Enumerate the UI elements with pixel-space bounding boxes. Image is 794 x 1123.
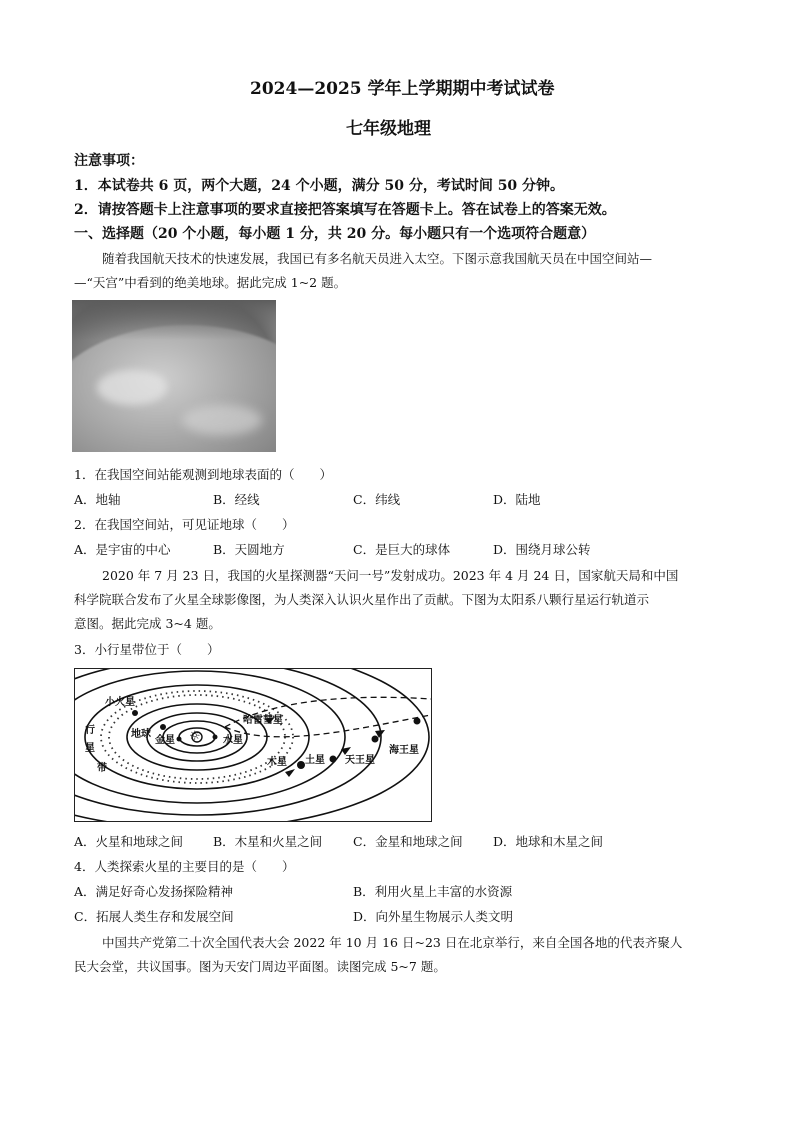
mercury-label: 水星 — [223, 735, 243, 746]
venus-label: 金星 — [155, 735, 175, 746]
intro-1-line-2: —“天宫”中看到的绝美地球。据此完成 1~2 题。 — [74, 275, 347, 290]
earth-label: 地球 — [131, 729, 151, 740]
section-heading: 一、选择题（20 个小题，每小题 1 分，共 20 分。每小题只有一个选项符合题意） — [74, 226, 596, 242]
question-4-stem: 4．人类探索火星的主要目的是（ ） — [74, 859, 295, 874]
question-1-option-d[interactable]: D．陆地 — [493, 492, 541, 507]
question-1-stem: 1．在我国空间站能观测到地球表面的（ ） — [74, 467, 332, 482]
question-1-option-b[interactable]: B．经线 — [213, 492, 260, 507]
question-3-option-b[interactable]: B．木星和火星之间 — [213, 834, 323, 849]
solar-system-orbit-diagram — [74, 668, 432, 822]
intro-2-line-1: 2020 年 7 月 23 日，我国的火星探测器“天问一号”发射成功。2023 年 4 月 24 日，国家航天局和中国 — [102, 568, 679, 583]
asteroid-belt-label-2: 星 — [85, 743, 95, 754]
question-4-option-a[interactable]: A．满足好奇心发扬探险精神 — [74, 884, 234, 899]
neptune-label: 海王星 — [389, 745, 419, 756]
earth-from-space-photo — [72, 300, 276, 452]
question-3-option-a[interactable]: A．火星和地球之间 — [74, 834, 184, 849]
notes-item-2: 2．请按答题卡上注意事项的要求直接把答案填写在答题卡上。答在试卷上的答案无效。 — [74, 202, 616, 218]
question-1-option-c[interactable]: C．纬线 — [353, 492, 401, 507]
intro-3-line-1: 中国共产党第二十次全国代表大会 2022 年 10 月 16 日~23 日在北京举行，来自全国各地的代表齐聚人 — [102, 935, 683, 950]
exam-title: 2024—2025 学年上学期期中考试试卷 — [250, 79, 555, 99]
intro-3-line-2: 民大会堂，共议国事。图为天安门周边平面图。读图完成 5~7 题。 — [74, 959, 446, 974]
halley-comet-label: 哈雷彗星 — [243, 715, 283, 726]
intro-2-line-2: 科学院联合发布了火星全球影像图，为人类深入认识火星作出了贡献。下图为太阳系八颗行星运行轨道示 — [74, 592, 650, 607]
mars-label: 小火星 — [105, 697, 135, 708]
question-4-option-b[interactable]: B．利用火星上丰富的水资源 — [353, 884, 513, 899]
notes-heading: 注意事项： — [74, 153, 144, 169]
notes-item-1: 1．本试卷共 6 页，两个大题，24 个小题，满分 50 分，考试时间 50 分钟。 — [74, 178, 565, 194]
question-2-stem: 2．在我国空间站，可见证地球（ ） — [74, 517, 295, 532]
jupiter-label: 木星 — [267, 757, 287, 768]
question-3-option-c[interactable]: C．金星和地球之间 — [353, 834, 463, 849]
intro-1-line-1: 随着我国航天技术的快速发展，我国已有多名航天员进入太空。下图示意我国航天员在中国空间站— — [102, 251, 653, 266]
asteroid-belt-label-1: 行 — [85, 725, 95, 736]
uranus-label: 天王星 — [345, 755, 375, 766]
question-1-option-a[interactable]: A．地轴 — [74, 492, 121, 507]
question-2-option-d[interactable]: D．围绕月球公转 — [493, 542, 591, 557]
question-3-option-d[interactable]: D．地球和木星之间 — [493, 834, 604, 849]
exam-subtitle: 七年级地理 — [346, 119, 431, 139]
question-3-stem: 3．小行星带位于（ ） — [74, 642, 220, 657]
question-2-option-a[interactable]: A．是宇宙的中心 — [74, 542, 171, 557]
question-2-option-b[interactable]: B．天圆地方 — [213, 542, 285, 557]
intro-2-line-3: 意图。据此完成 3~4 题。 — [74, 616, 221, 631]
saturn-label: 土星 — [305, 755, 325, 766]
sun-icon: ☼ — [189, 729, 201, 744]
asteroid-belt-label-3: 带 — [97, 763, 107, 774]
question-4-option-d[interactable]: D．向外星生物展示人类文明 — [353, 909, 514, 924]
question-2-option-c[interactable]: C．是巨大的球体 — [353, 542, 451, 557]
question-4-option-c[interactable]: C．拓展人类生存和发展空间 — [74, 909, 234, 924]
orbit-diagram-svg — [75, 669, 431, 821]
